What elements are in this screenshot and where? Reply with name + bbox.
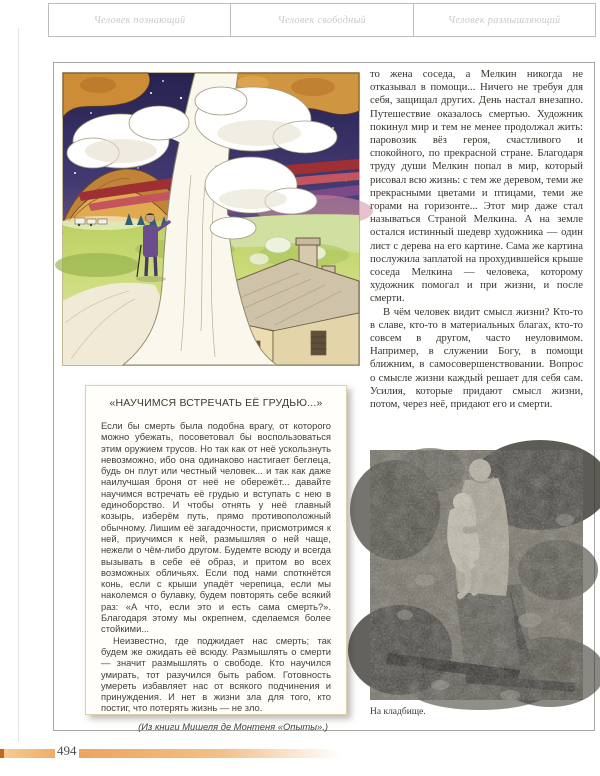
tree-illustration (62, 72, 360, 366)
cemetery-photo (370, 450, 583, 700)
article-paragraph: то жена соседа, а Мелкин никогда не отказывал в помощи... Ничего не требуя для себя, защищал других. День настал внезапно. Путешествие оказалось смертью. Художник покинул мир и тем не менее продолжал жить: паровозик вёз героя, счастливого и спокойного, по прекрасной стране. Благодаря труду души Мелкин попал в мир, который рисовал всю жизнь: с тем же деревом, теми же прекрасными цветами и птицами, теми же горами на горизонте... Этот мир даже стал называться Страной Мелкина. А на земле остался истинный шедевр художника — один лист с дерева на его картине. Сама же картина послужила заплатой на прохудившейся крыше соседа Мелкина — человека, которому художник помогал и при жизни, и после смерти. (370, 68, 583, 305)
quote-body (101, 420, 331, 714)
header-tab-label: Человек свободный (277, 14, 367, 26)
header-tab-3 (414, 4, 595, 36)
quote-paragraph: Неизвестно, где поджидает нас смерть; так будем же ожидать её всюду. Размышлять о смерти — значит размышлять о свободе. Кто научился умирать, тот разучился быть рабом. Готовность умереть избавляет нас от всякого подчинения и принуждения. И нет в жизни зла для того, кто постиг, что потерять жизнь — не зло. (101, 634, 331, 714)
tree-illustration-svg (63, 73, 359, 365)
quote-paragraph: Если бы смерть была подобна врагу, от которого можно убежать, посоветовал бы воспользоваться этим оружием трусов. Но так как от неё ускользнуть невозможно, ибо она одинаково настигает беглеца, будь он плут или честный человек... и так как даже наилучшая броня от неё не обережёт... давайте научимся встречать её грудью и вступать с нею в единоборство. И чтобы отнять у неё главный козырь, изберём путь, прямо противоположный обычному. Лишим её загадочности, присмотримся к ней, приучимся к ней, размышляя о ней чаще, нежели о чём-либо другом. Будемте всюду и всегда вызывать в себе её образ, и притом во всех возможных обличьях. Если под нами споткнётся конь, если с крыши упадёт черепица, если мы наколемся о булавку, будем повторять себе всякий раз: «А что, если это и есть сама смерть?». Благодаря этому мы окрепнем, сделаемся более стойкими... (101, 420, 331, 635)
page-number: 494 (57, 743, 77, 758)
header-tab-2 (231, 4, 413, 36)
footer-bar-left (4, 749, 55, 758)
header-tab-label: Человек познающий (93, 14, 186, 26)
cemetery-photo-svg (370, 450, 583, 700)
photo-caption: На кладбище. (370, 707, 426, 717)
article-column (370, 68, 583, 411)
header-tab-label: Человек размышляющий (448, 14, 561, 26)
header-tab-strip (48, 3, 596, 37)
quote-attribution: (Из книги Мишеля де Монтеня «Опыты».) (138, 720, 328, 732)
page-fold-line (18, 28, 19, 742)
footer-bar-right (79, 749, 341, 758)
article-paragraph: В чём человек видит смысл жизни? Кто-то в славе, кто-то в материальных благах, кто-то совсем в другом, часто неуловимом. Например, в служении Богу, в помощи ближним, в самосовершенствовании. Вопрос о смысле жизни каждый решает для себя сам. Усилия, которые придают смысл жизни, потом, через неё, придают его и смерти. (370, 305, 583, 411)
quote-title: «НАУЧИМСЯ ВСТРЕЧАТЬ ЕЁ ГРУДЬЮ...» (109, 397, 323, 409)
header-tab-1 (49, 4, 231, 36)
quote-box (85, 385, 347, 732)
